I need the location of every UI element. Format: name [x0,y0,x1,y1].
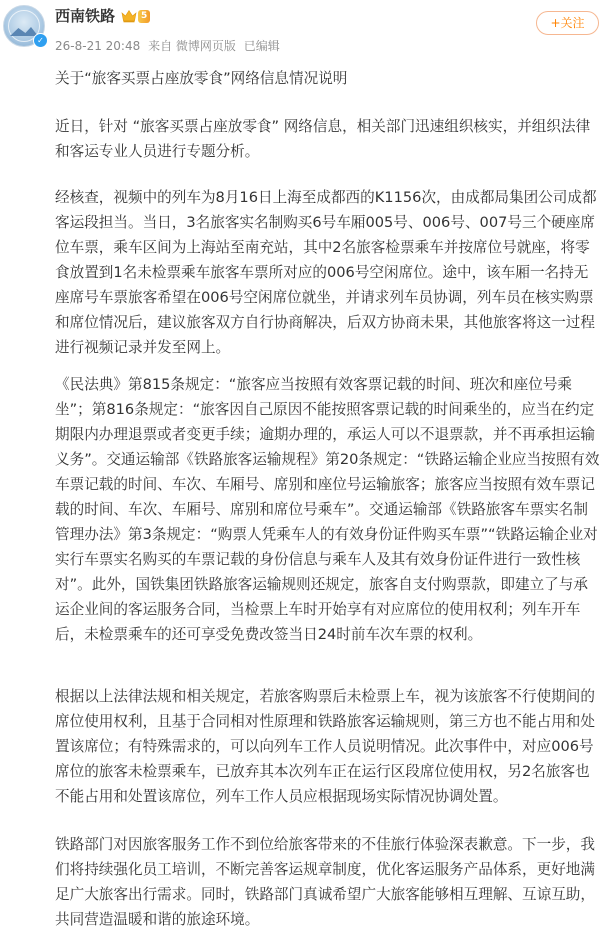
post-time[interactable]: 26-8-21 20:48 [55,39,141,53]
paragraph-apology: 铁路部门对因旅客服务工作不到位给旅客带来的不佳旅行体验深表歉意。下一步，我们将持续强化员工培训，不断完善客运规章制度，优化客运服务产品体系，更好地满足广大旅客出行需求。同时，铁路部门真诚希望广大旅客能够相互理解、互谅互助，共同营造温暖和谐的旅途环境。 [55,836,595,928]
paragraph-intro: 近日，针对 “旅客买票占座放零食” 网络信息，相关部门迅速组织核实，并组织法律和客运专业人员进行专题分析。 [55,118,591,160]
post-source: 来自 微博网页版 [148,39,236,53]
verified-badge-icon: ✓ [33,33,48,48]
paragraph-analysis: 根据以上法律法规和相关规定，若旅客购票后未检票上车，视为该旅客不行使期间的席位使用权利，且基于合同相对性原理和铁路旅客运输规则，第三方也不能占用和处置该席位；有特殊需求的，可以向列车工作人员说明情况。此次事件中，对应006号席位的旅客未检票乘车，已放弃其本次列车正在运行区段席位使用权，另2名旅客也不能占用和处置该席位，列车工作人员应根据现场实际情况协调处置。 [55,688,595,805]
follow-button[interactable]: +关注 [536,11,599,35]
paragraph-legal-basis: 《民法典》第815条规定：“旅客应当按照有效客票记载的时间、班次和座位号乘坐”；第816条规定：“旅客因自己原因不能按照客票记载的时间乘坐的，应当在约定期限内办理退票或者变更手续；逾期办理的，承运人可以不退票款，并不再承担运输义务”。交通运输部《铁路旅客运输规程》第20条规定：“铁路运输企业应当按照有效车票记载的时间、车次、车厢号、席别和座位号运输旅客；旅客应当按照有效车票记载的时间、车次、车厢号、席别和席位号乘车”。交通运输部《铁路旅客车票实名制管理办法》第3条规定：“购票人凭乘车人的有效身份证件购买车票”“铁路运输企业对实行车票实名购买的车票记载的身份信息与乘车人及其有效身份证件进行一致性核对”。此外，国铁集团铁路旅客运输规则还规定，旅客自支付购票款，即建立了与承运企业间的客运服务合同，当检票上车时开始享有对应席位的使用权利；列车开车后，未检票乘车的还可享受免费改签当日24时前车次车票的权利。 [55,376,600,643]
post-meta [55,38,284,54]
author-name[interactable]: 西南铁路 [55,7,116,25]
level-badge: 5 [138,10,150,23]
post-title: 关于“旅客买票占座放零食”网络信息情况说明 [55,70,348,87]
edited-label[interactable]: 已编辑 [243,39,280,53]
paragraph-investigation: 经核查，视频中的列车为8月16日上海至成都西的K1156次，由成都局集团公司成都客运段担当。当日，3名旅客实名制购买6号车厢005号、006号、007号三个硬座席位车票，乘车区间为上海站至南充站，其中2名旅客检票乘车并按席位号就座，将零食放置到1名未检票乘车旅客车票所对应的006号空闲席位。途中，该车厢一名持无座席号车票旅客希望在006号空闲席位就坐，并请求列车员协调，列车员在核实购票和席位情况后，建议旅客双方自行协商解决，后双方协商未果，其他旅客将这一过程进行视频记录并发至网上。 [55,189,597,356]
post-header [0,0,614,66]
crown-icon [121,9,137,23]
